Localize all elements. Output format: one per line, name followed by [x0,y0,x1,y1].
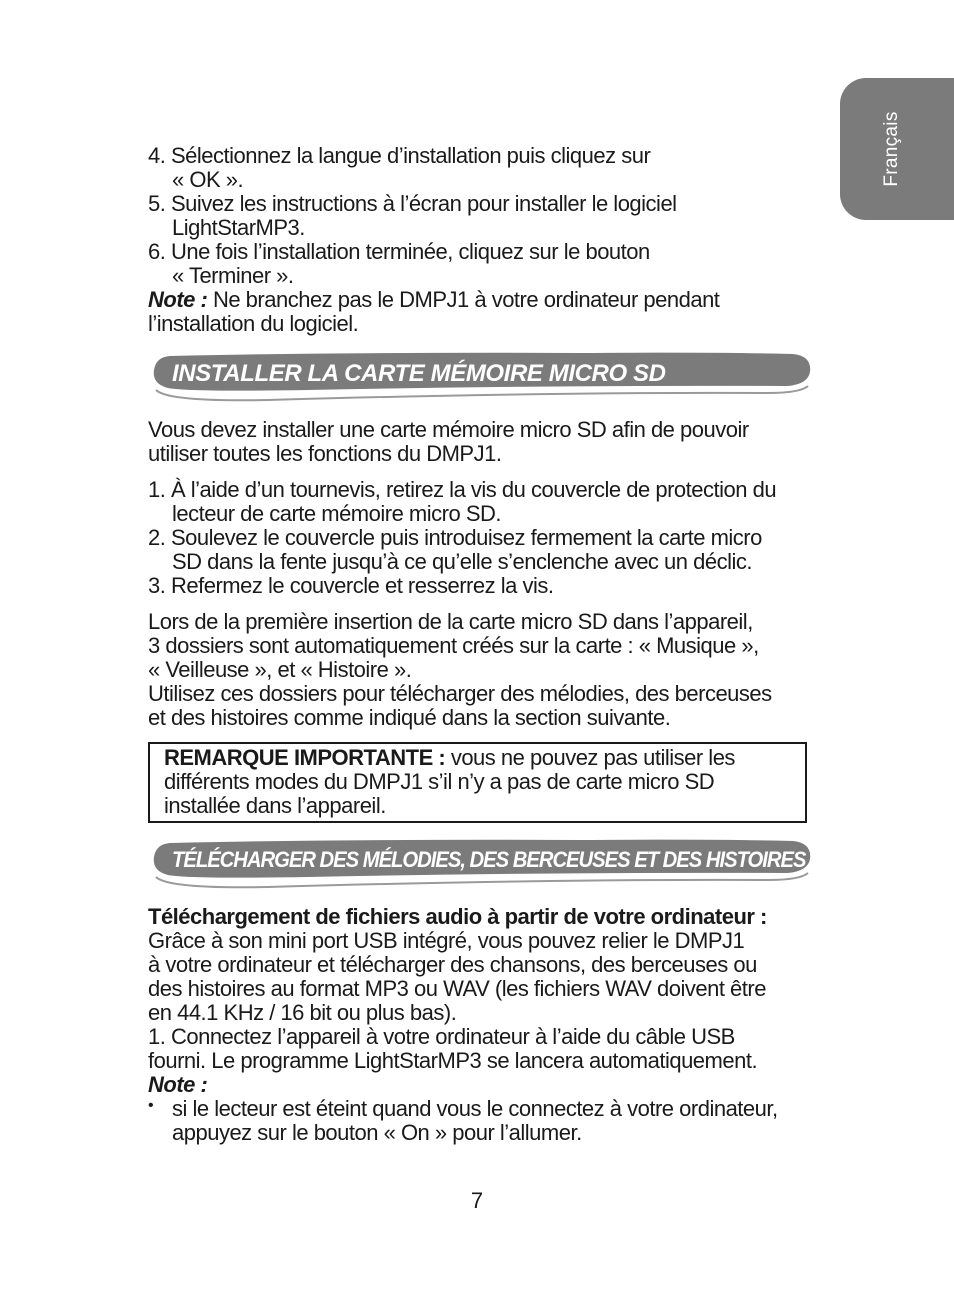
sd-para-line4: Utilisez ces dossiers pour télécharger des mélodies, des berceuses [148,681,772,706]
notice-line1: REMARQUE IMPORTANTE : vous ne pouvez pas utiliser les [164,745,735,770]
sd-intro-line2: utiliser toutes les fonctions du DMPJ1. [148,441,502,466]
sd-step-1: 1. À l’aide d’un tournevis, retirez la vis du couvercle de protection du [148,477,777,502]
note-label: Note : [148,287,208,312]
section-title-download: TÉLÉCHARGER DES MÉLODIES, DES BERCEUSES ET DES HISTOIRES [172,847,806,872]
sd-intro-line1: Vous devez installer une carte mémoire micro SD afin de pouvoir [148,417,749,442]
sd-step-2: 2. Soulevez le couvercle puis introduisez fermement la carte micro [148,525,762,550]
download-para-line3: des histoires au format MP3 ou WAV (les fichiers WAV doivent être [148,976,766,1001]
sd-step-3: 3. Refermez le couvercle et resserrez la vis. [148,573,554,598]
important-notice-box [148,742,807,823]
page-number: 7 [470,1188,484,1213]
install-step-6: 6. Une fois l’installation terminée, cliquez sur le bouton [148,239,650,264]
install-step-4-cont: « OK ». [172,167,244,192]
language-tab [840,78,954,220]
notice-line3: installée dans l’appareil. [164,793,386,818]
download-para-line4: en 44.1 KHz / 16 bit ou plus bas). [148,1000,457,1025]
download-note-label: Note : [148,1072,208,1097]
bullet-line1: si le lecteur est éteint quand vous le connectez à votre ordinateur, [172,1096,778,1121]
download-note-bullet [148,1097,813,1145]
notice-label: REMARQUE IMPORTANTE : [164,745,446,770]
sd-para-line2: 3 dossiers sont automatiquement créés sur la carte : « Musique », [148,633,759,658]
note-install: Note : Ne branchez pas le DMPJ1 à votre ordinateur pendant [148,287,720,312]
install-step-5: 5. Suivez les instructions à l’écran pour installer le logiciel [148,191,677,216]
language-tab-label: Français [881,111,902,187]
sd-step-2-cont: SD dans la fente jusqu’à ce qu’elle s’enclenche avec un déclic. [172,549,752,574]
bullet-mark: • [148,1097,154,1114]
sd-para-line1: Lors de la première insertion de la carte micro SD dans l’appareil, [148,609,753,634]
install-step-5-cont: LightStarMP3. [172,215,305,240]
download-para-line2: à votre ordinateur et télécharger des chansons, des berceuses ou [148,952,757,977]
install-step-4: 4. Sélectionnez la langue d’installation puis cliquez sur [148,143,651,168]
install-step-6-cont: « Terminer ». [172,263,294,288]
section-banner-download [148,835,813,895]
download-para-line5: 1. Connectez l’appareil à votre ordinateur à l’aide du câble USB [148,1024,735,1049]
download-para-line6: fourni. Le programme LightStarMP3 se lancera automatiquement. [148,1048,758,1073]
bullet-line2: appuyez sur le bouton « On » pour l’allumer. [172,1120,582,1145]
page-content [148,144,813,1145]
section-title-sd-card: INSTALLER LA CARTE MÉMOIRE MICRO SD [172,360,666,387]
download-subtitle: Téléchargement de fichiers audio à partir de votre ordinateur : [148,904,767,929]
sd-para-line3: « Veilleuse », et « Histoire ». [148,657,412,682]
sd-para-line5: et des histoires comme indiqué dans la section suivante. [148,705,671,730]
notice-line2: différents modes du DMPJ1 s’il n’y a pas de carte micro SD [164,769,715,794]
section-banner-sd-card [148,348,813,408]
sd-step-1-cont: lecteur de carte mémoire micro SD. [172,501,501,526]
download-para-line1: Grâce à son mini port USB intégré, vous pouvez relier le DMPJ1 [148,928,745,953]
note-install-cont: l’installation du logiciel. [148,311,359,336]
